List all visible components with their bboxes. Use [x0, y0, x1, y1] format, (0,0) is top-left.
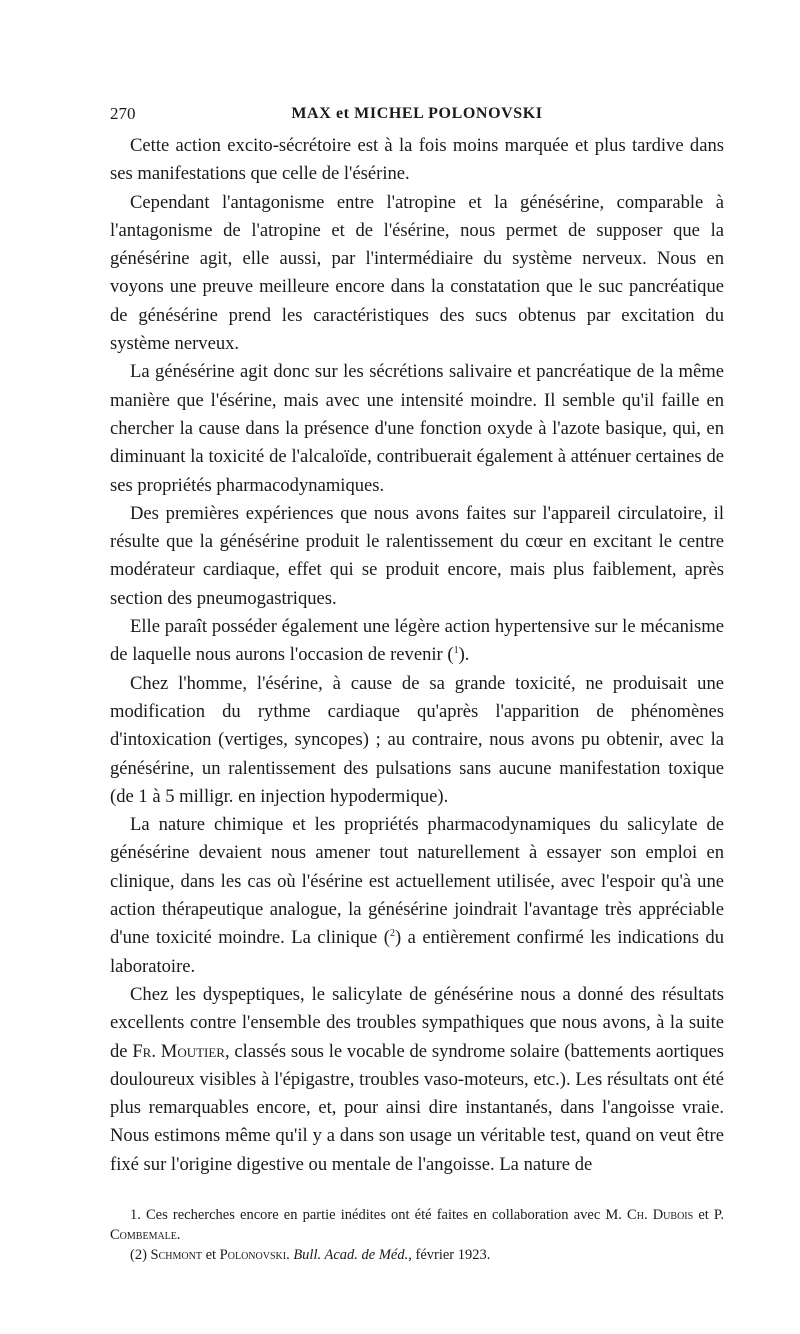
page-number: 270 — [110, 104, 136, 123]
footnote-text: , février 1923. — [408, 1246, 491, 1263]
footnote-text: et — [201, 1246, 220, 1263]
footnote-marker: 1. — [130, 1206, 141, 1223]
paragraph-text: ). — [458, 644, 470, 666]
paragraph-text: La nature chimique et les propriétés pharmacodynamiques du salicylate de génésérine devaient nous amener tout naturellement à essayer son emploi en clinique, dans les cas où l'ésérine est actuellement utilisée, avec l'espoir qu'à une action thérapeutique analogue, la génésérine joindrait l'avantage très appréciable d'une toxicité moindre. La clinique ( — [110, 814, 724, 949]
page — [110, 100, 724, 1265]
paragraph: La génésérine agit donc sur les sécrétions salivaire et pancréatique de la même manière que l'ésérine, mais avec une intensité moindre. Il semble qu'il faille en chercher la cause dans la présence d'une fonction oxyde à l'azote basique, qui, en diminuant la toxicité de l'alcaloïde, contribuerait également à atténuer certaines de ses propriétés pharmacodynamiques. — [110, 361, 724, 496]
footnote-text: Ces recherches encore en partie inédites ont été faites en collaboration avec M. — [146, 1206, 628, 1223]
footnote — [110, 1205, 724, 1245]
paragraph — [110, 613, 724, 670]
footnote-ref[interactable]: 2 — [389, 928, 395, 940]
author-name: Ch. Dubois — [627, 1206, 694, 1223]
author-name: Schmont — [150, 1246, 202, 1263]
body-text — [110, 132, 724, 1179]
footnote — [110, 1245, 724, 1265]
footnote-marker: (2) — [130, 1246, 147, 1263]
footnote-ref[interactable]: 1 — [453, 645, 459, 657]
paragraph — [110, 981, 724, 1179]
paragraph: Cette action excito-sécrétoire est à la fois moins marquée et plus tardive dans ses manifestations que celle de l'ésérine. — [110, 135, 724, 185]
footnote-text: . — [176, 1226, 181, 1243]
paragraph-text: ) a entièrement confirmé les indications du laboratoire. — [110, 927, 725, 977]
footnotes — [110, 1205, 724, 1265]
author-name: Combemale — [110, 1226, 177, 1243]
paragraph: Des premières expériences que nous avons faites sur l'appareil circulatoire, il résulte que la génésérine produit le ralentissement du cœur en excitant le centre modérateur cardiaque, effet qui se produit encore, mais plus faiblement, après section des pneumogastriques. — [110, 502, 724, 609]
running-title: MAX et MICHEL POLONOVSKI — [291, 105, 543, 122]
paragraph-text: Elle paraît posséder également une légère action hypertensive sur le mécanisme de laquelle nous aurons l'occasion de revenir ( — [110, 616, 724, 666]
paragraph: Chez l'homme, l'ésérine, à cause de sa grande toxicité, ne produisait une modification du rythme cardiaque qu'après l'apparition de phénomènes d'intoxication (vertiges, syncopes) ; au contraire, nous avons pu obtenir, avec la génésérine, un ralentissement des pulsations sans aucune manifestation toxique (de 1 à 5 milligr. en injection hypodermique). — [110, 672, 724, 807]
paragraph — [110, 811, 724, 981]
page-header — [110, 100, 724, 132]
journal-title: Bull. Acad. de Méd. — [293, 1246, 409, 1263]
author-name: Polonovski — [219, 1246, 287, 1263]
paragraph-text: Chez les dyspeptiques, le salicylate de génésérine nous a donné des résultats excellents contre l'ensemble des troubles sympathiques que nous avons, à la suite de — [110, 983, 724, 1062]
footnote-text: . — [286, 1246, 294, 1263]
paragraph: Cependant l'antagonisme entre l'atropine et la génésérine, comparable à l'antagonisme de l'atropine et de l'ésérine, nous permet de supposer que la génésérine agit, elle aussi, par l'intermédiaire du système nerveux. Nous en voyons une preuve meilleure encore dans la constatation que le suc pancréatique de génésérine prend les caractéristiques des sucs obtenus par excitation du système nerveux. — [110, 191, 724, 355]
paragraph-text: , classés sous le vocable de syndrome solaire (battements aortiques douloureux visibles à l'épigastre, troubles vaso-moteurs, etc.). Les résultats ont été plus remarquables encore, et, pour ainsi dire instantanés, dans l'angoisse vraie. Nous estimons même qu'il y a dans son usage un véritable test, quand on veut être fixé sur l'origine digestive ou mentale de l'angoisse. La nature de — [110, 1040, 724, 1175]
author-name: Fr. Moutier — [132, 1040, 225, 1062]
footnote-text: et P. — [693, 1206, 725, 1223]
